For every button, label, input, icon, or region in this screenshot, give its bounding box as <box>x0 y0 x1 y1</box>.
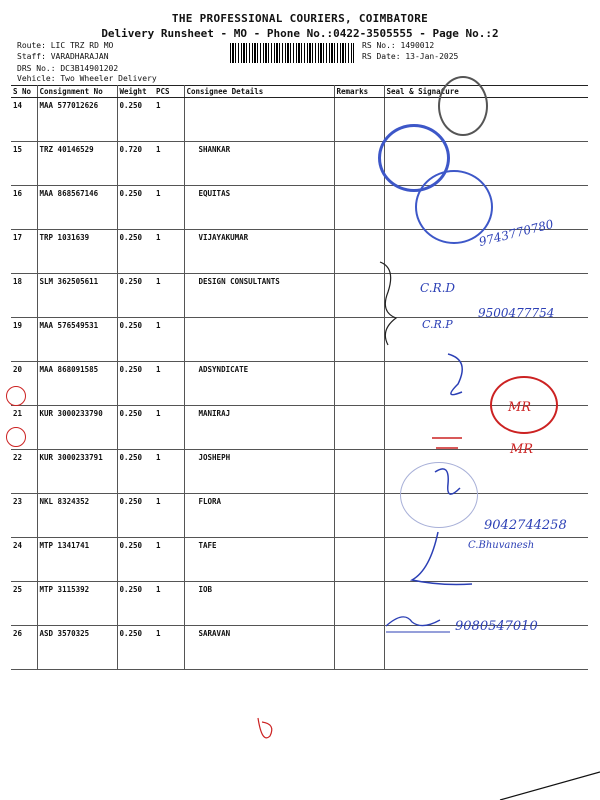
consignee-cell: SARAVAN <box>184 626 334 670</box>
handwritten-note: C.R.P <box>422 318 453 331</box>
company-seal-icon <box>438 76 488 136</box>
pcs-cell: 1 <box>154 230 184 274</box>
consignment-cell: NKL 8324352 <box>37 494 117 538</box>
weight-cell: 0.250 <box>117 186 154 230</box>
signature-cell <box>384 318 588 362</box>
consignment-cell: KUR 3000233791 <box>37 450 117 494</box>
remarks-cell <box>334 538 384 582</box>
pcs-cell: 1 <box>154 626 184 670</box>
sno-cell: 17 <box>11 230 37 274</box>
remarks-cell <box>334 362 384 406</box>
consignee-cell: JOSHEPH <box>184 450 334 494</box>
remarks-cell <box>334 98 384 142</box>
consignee-cell: VIJAYAKUMAR <box>184 230 334 274</box>
sno-cell: 26 <box>11 626 37 670</box>
handwritten-phone: 9042744258 <box>484 518 567 533</box>
route-info: Route: LIC TRZ RD MO <box>17 41 114 50</box>
red-circle-mark <box>6 427 26 447</box>
barcode <box>230 43 354 63</box>
drs-number: DRS No.: DC3B14901202 <box>17 64 119 73</box>
table-row <box>11 142 588 186</box>
pcs-cell: 1 <box>154 582 184 626</box>
weight-cell: 0.250 <box>117 538 154 582</box>
weight-cell: 0.250 <box>117 274 154 318</box>
consignee-cell: MANIRAJ <box>184 406 334 450</box>
col-seal-signature: Seal & Signature <box>384 86 588 98</box>
consignee-cell <box>184 318 334 362</box>
handwritten-phone: 9080547010 <box>455 619 538 634</box>
table-row <box>11 450 588 494</box>
pcs-cell: 1 <box>154 142 184 186</box>
consignment-cell: TRP 1031639 <box>37 230 117 274</box>
sno-cell: 21 <box>11 406 37 450</box>
sno-cell: 24 <box>11 538 37 582</box>
consignee-cell: IOB <box>184 582 334 626</box>
rs-date: RS Date: 13-Jan-2025 <box>362 52 459 61</box>
pcs-cell: 1 <box>154 98 184 142</box>
consignee-cell: ADSYNDICATE <box>184 362 334 406</box>
handwritten-phone: 9743770780 <box>477 216 555 250</box>
sno-cell: 18 <box>11 274 37 318</box>
consignment-cell: MAA 868567146 <box>37 186 117 230</box>
consignee-cell <box>184 98 334 142</box>
col-sno: S No <box>11 86 37 98</box>
weight-cell: 0.250 <box>117 582 154 626</box>
red-circle-mark <box>6 386 26 406</box>
vehicle-info: Vehicle: Two Wheeler Delivery <box>17 74 157 83</box>
remarks-cell <box>334 318 384 362</box>
company-title: THE PROFESSIONAL COURIERS, COIMBATORE <box>171 12 429 25</box>
pcs-cell: 1 <box>154 494 184 538</box>
signature-cell <box>384 406 588 450</box>
handwritten-initials: MR <box>508 400 532 415</box>
consignment-cell: MAA 576549531 <box>37 318 117 362</box>
consignment-cell: TRZ 40146529 <box>37 142 117 186</box>
edge-line <box>500 772 600 800</box>
consignee-cell: EQUITAS <box>184 186 334 230</box>
sno-cell: 15 <box>11 142 37 186</box>
remarks-cell <box>334 494 384 538</box>
sno-cell: 14 <box>11 98 37 142</box>
table-row <box>11 186 588 230</box>
table-row <box>11 98 588 142</box>
handwritten-initials: MR <box>510 442 534 457</box>
col-consignment: Consignment No <box>37 86 117 98</box>
weight-cell: 0.250 <box>117 494 154 538</box>
weight-cell: 0.720 <box>117 142 154 186</box>
round-seal-icon <box>415 170 493 244</box>
sno-cell: 23 <box>11 494 37 538</box>
consignee-cell: TAFE <box>184 538 334 582</box>
col-weight: Weight <box>117 86 154 98</box>
weight-cell: 0.250 <box>117 318 154 362</box>
table-row <box>11 318 588 362</box>
handwritten-note: C.Bhuvanesh <box>468 540 535 551</box>
consignee-cell: SHANKAR <box>184 142 334 186</box>
sno-cell: 20 <box>11 362 37 406</box>
weight-cell: 0.250 <box>117 362 154 406</box>
col-remarks: Remarks <box>334 86 384 98</box>
red-ink-mark <box>258 718 272 738</box>
remarks-cell <box>334 230 384 274</box>
runsheet-subtitle: Delivery Runsheet - MO - Phone No.:0422-3505555 - Page No.:2 <box>101 27 499 40</box>
consignment-cell: MTP 3115392 <box>37 582 117 626</box>
pcs-cell: 1 <box>154 362 184 406</box>
faint-seal-icon <box>400 462 478 528</box>
consignment-cell: MTP 1341741 <box>37 538 117 582</box>
sno-cell: 19 <box>11 318 37 362</box>
consignment-cell: SLM 362505611 <box>37 274 117 318</box>
pcs-cell: 1 <box>154 186 184 230</box>
weight-cell: 0.250 <box>117 450 154 494</box>
remarks-cell <box>334 274 384 318</box>
consignment-cell: MAA 577012626 <box>37 98 117 142</box>
weight-cell: 0.250 <box>117 230 154 274</box>
remarks-cell <box>334 142 384 186</box>
rs-number: RS No.: 1490012 <box>362 41 435 50</box>
pcs-cell: 1 <box>154 538 184 582</box>
remarks-cell <box>334 450 384 494</box>
pcs-cell: 1 <box>154 318 184 362</box>
weight-cell: 0.250 <box>117 406 154 450</box>
pcs-cell: 1 <box>154 406 184 450</box>
consignee-cell: FLORA <box>184 494 334 538</box>
remarks-cell <box>334 406 384 450</box>
sno-cell: 22 <box>11 450 37 494</box>
sno-cell: 25 <box>11 582 37 626</box>
weight-cell: 0.250 <box>117 626 154 670</box>
col-pcs: PCS <box>154 86 184 98</box>
remarks-cell <box>334 582 384 626</box>
staff-info: Staff: VARADHARAJAN <box>17 52 109 61</box>
handwritten-note: C.R.D <box>420 281 456 295</box>
consignee-cell: DESIGN CONSULTANTS <box>184 274 334 318</box>
col-consignee: Consignee Details <box>184 86 334 98</box>
consignment-cell: MAA 868091585 <box>37 362 117 406</box>
consignment-cell: ASD 3570325 <box>37 626 117 670</box>
pcs-cell: 1 <box>154 450 184 494</box>
handwritten-phone: 9500477754 <box>478 306 555 320</box>
remarks-cell <box>334 186 384 230</box>
remarks-cell <box>334 626 384 670</box>
sno-cell: 16 <box>11 186 37 230</box>
table-header-row <box>11 86 588 98</box>
pcs-cell: 1 <box>154 274 184 318</box>
runsheet-table <box>11 85 588 670</box>
consignment-cell: KUR 3000233790 <box>37 406 117 450</box>
weight-cell: 0.250 <box>117 98 154 142</box>
